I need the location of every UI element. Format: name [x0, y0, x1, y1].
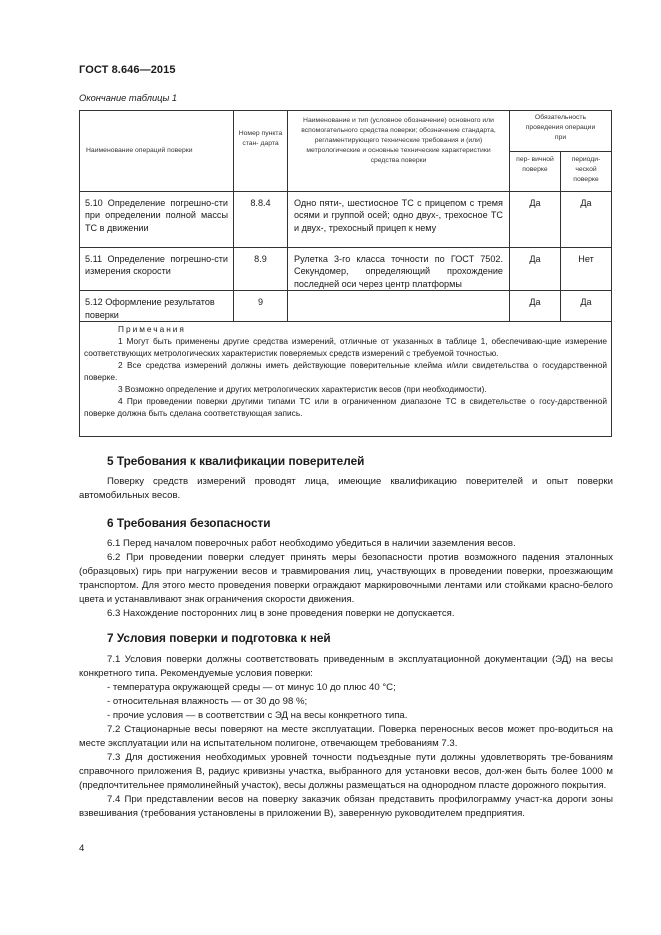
table-notes [80, 322, 612, 437]
section-6-title: 6 Требования безопасности [107, 516, 271, 530]
bullet-humidity: - относительная влажность — от 30 до 98 %; [107, 696, 308, 707]
bullet-other-conditions: - прочие условия — в соответствии с ЭД на весы конкретного типа. [107, 710, 408, 721]
note-3: 3 Возможно определение и других метрологических характеристик весов (при необходимости). [118, 384, 487, 395]
row-clause: 8.9 [234, 248, 288, 291]
row-operation: 5.12 Оформление результатов поверки [80, 291, 234, 322]
notes-heading: Примечания [118, 324, 186, 335]
section-6-body [79, 537, 613, 621]
row-operation: 5.11 Определение погрешно-сти измерения скорости [80, 248, 234, 291]
row-clause: 9 [234, 291, 288, 322]
row-primary: Да [510, 192, 561, 248]
standard-header: ГОСТ 8.646—2015 [79, 64, 176, 76]
paragraph-6-3: 6.3 Нахождение посторонних лиц в зоне проведения поверки не допускается. [107, 608, 455, 619]
header-required: Обязательность проведения операции при [510, 111, 612, 152]
note-2: 2 Все средства измерений должны иметь действующие поверительные клейма и/или свидетельства о государственной поверке. [84, 360, 607, 383]
row-primary: Да [510, 248, 561, 291]
paragraph-7-4: 7.4 При представлении весов на поверку заказчик обязан представить профилограмму участ-ка дороги зоны взвешивания (требования установлены в приложении В), заверенную руководителем предприятия. [79, 794, 613, 819]
header-primary: пер- вичной поверке [510, 152, 561, 192]
paragraph-7-3: 7.3 Для достижения необходимых уровней точности подъездные пути должны удовлетворять тре-бованиям справочного приложения В, радиус кривизны участка, выбранного для установки весов, дол-жен быть более 1000 м (предпочтительнее прямолинейный участок), весы должны размещаться на однородном пласте дорожного покрытия. [79, 752, 613, 791]
header-periodic: периоди- ческой поверке [561, 152, 612, 192]
row-operation: 5.10 Определение погрешно-сти при определении полной массы ТС в движении [80, 192, 234, 248]
table-caption: Окончание таблицы 1 [79, 93, 178, 103]
header-clause: Номер пункта стан- дарта [234, 111, 288, 192]
header-operation: Наименование операций поверки [80, 111, 234, 192]
table-row [80, 248, 612, 291]
row-means [288, 291, 510, 322]
paragraph-6-2: 6.2 При проведении поверки следует принять меры безопасности против возможного падения эталонных (образцовых) гирь при нагружении весов и травмирования лиц, участвующих в проведении поверки, проезжающим транспортом. Для этого место проведения поверки ограждают маркировочными лентами или стойками красно-белого цвета и устанавливают знак ограничения скорости движения. [79, 552, 613, 605]
paragraph-6-1: 6.1 Перед началом поверочных работ необходимо убедиться в наличии заземления весов. [107, 538, 516, 549]
section-5-body [79, 475, 613, 503]
section-7-title: 7 Условия поверки и подготовка к ней [107, 631, 331, 645]
row-means: Рулетка 3-го класса точности по ГОСТ 7502. Секундомер, определяющий прохождение последней оси через центр платформы [288, 248, 510, 291]
header-means: Наименование и тип (условное обозначение) основного или вспомогательного средства поверки; обозначение стандарта, регламентирующего технические требования и (или) метрологические и основные технические характеристики средства поверки [288, 111, 510, 192]
paragraph-7-1: 7.1 Условия поверки должны соответствовать приведенным в эксплуатационной документации (ЭД) на весы конкретного типа. Рекомендуемые условия поверки: [79, 654, 613, 679]
row-primary: Да [510, 291, 561, 322]
section-5-paragraph: Поверку средств измерений проводят лица, имеющие квалификацию поверителей и опыт поверки автомобильных весов. [79, 476, 613, 501]
verification-table [79, 110, 612, 437]
page-number: 4 [79, 843, 85, 854]
bullet-temperature: - температура окружающей среды — от минус 10 до плюс 40 °С; [107, 682, 396, 693]
note-1: 1 Могут быть применены другие средства измерений, отличные от указанных в таблице 1, обеспечиваю-щие измерение соответствующих метрологических характеристик поверяемых средств измерений с требуемой точностью. [84, 336, 607, 359]
table-row [80, 192, 612, 248]
table-row [80, 291, 612, 322]
section-5-title: 5 Требования к квалификации поверителей [107, 454, 365, 468]
row-clause: 8.8.4 [234, 192, 288, 248]
note-4: 4 При проведении поверки другими типами ТС или в ограниченном диапазоне ТС в свидетельстве о госу-дарственной поверке должна быть сделана соответствующая запись. [84, 396, 607, 419]
paragraph-7-2: 7.2 Стационарные весы поверяют на месте эксплуатации. Поверка переносных весов может про-водиться на месте эксплуатации или на испытательном полигоне, отвечающем требованиям 7.3. [79, 724, 613, 749]
row-means: Одно пяти-, шестиосное ТС с прицепом с тремя осями и группой осей; одно двух-, трехосное ТС и двух-, трехосный прицеп к нему [288, 192, 510, 248]
section-7-body [79, 653, 613, 821]
row-periodic: Да [561, 192, 612, 248]
row-periodic: Нет [561, 248, 612, 291]
row-periodic: Да [561, 291, 612, 322]
